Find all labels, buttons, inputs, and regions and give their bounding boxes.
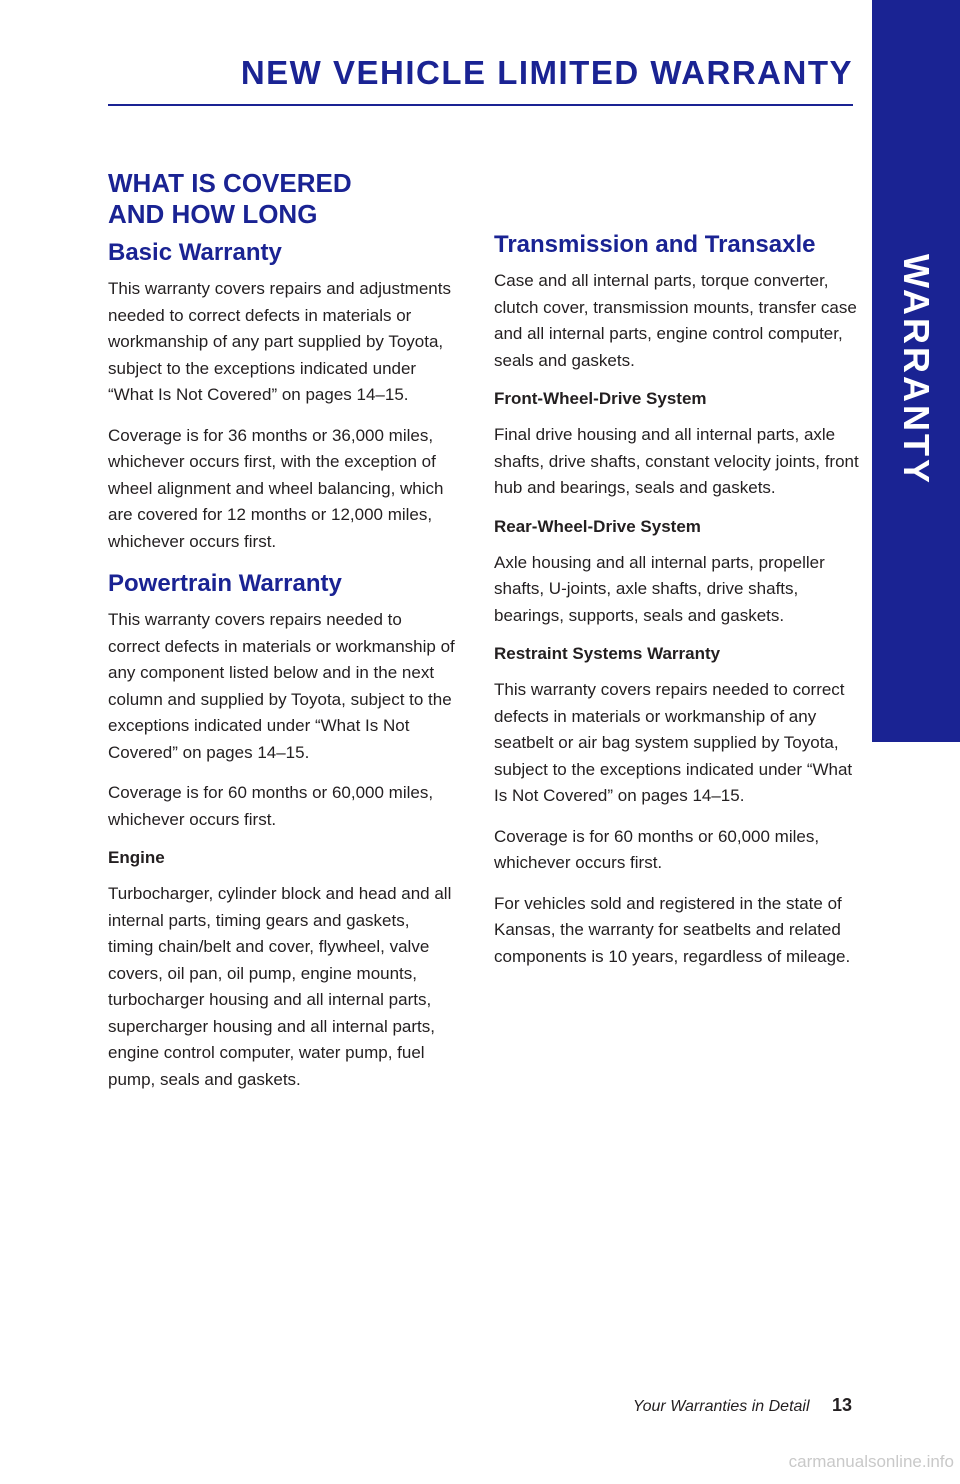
basic-warranty-heading: Basic Warranty: [108, 239, 282, 266]
basic-warranty-paragraph-2: Coverage is for 36 months or 36,000 miles, whichever occurs first, with the exception of wheel alignment and wheel balancing, which are covered for 12 months or 12,000 miles, whichever occurs first.: [108, 425, 444, 551]
rwd-paragraph: Axle housing and all internal parts, propeller shafts, U-joints, axle shafts, drive shafts, bearings, supports, seals and gaskets.: [494, 552, 825, 625]
side-section-tab: [872, 0, 960, 742]
powertrain-warranty-paragraph-2: Coverage is for 60 months or 60,000 miles, whichever occurs first.: [108, 783, 434, 829]
powertrain-warranty-paragraph-1: This warranty covers repairs needed to correct defects in materials or workmanship of any component listed below and in the next column and supplied by Toyota, subject to the exceptions indicated under “What Is Not Covered” on pages 14–15.: [108, 610, 455, 762]
page-footer: [633, 1395, 852, 1416]
page-number: 13: [831, 1395, 852, 1415]
fwd-heading: Front-Wheel-Drive System: [494, 389, 707, 408]
right-column: [494, 230, 859, 984]
left-column: [108, 168, 458, 1107]
section-title-line-2: AND HOW LONG: [108, 199, 318, 229]
transmission-heading: Transmission and Transaxle: [494, 231, 816, 258]
watermark: carmanualsonline.info: [788, 1452, 954, 1471]
header-divider: [108, 104, 853, 106]
section-title: [108, 168, 458, 230]
restraint-paragraph-3: For vehicles sold and registered in the state of Kansas, the warranty for seatbelts and related components is 10 years, regardless of mileage.: [494, 893, 851, 966]
restraint-paragraph-1: This warranty covers repairs needed to correct defects in materials or workmanship of any seatbelt or air bag system supplied by Toyota, subject to the exceptions indicated under “What Is Not Covered” on pages 14–15.: [494, 680, 853, 805]
side-tab-label: WARRANTY: [896, 254, 937, 486]
section-title-line-1: WHAT IS COVERED: [108, 168, 352, 198]
page-header-title: NEW VEHICLE LIMITED WARRANTY: [240, 54, 853, 91]
footer-label: Your Warranties in Detail: [632, 1398, 810, 1415]
basic-warranty-paragraph-1: This warranty covers repairs and adjustments needed to correct defects in materials or workmanship of any part supplied by Toyota, subject to the exceptions indicated under “What Is Not Covered” on pages 14–15.: [108, 279, 451, 404]
restraint-paragraph-2: Coverage is for 60 months or 60,000 miles, whichever occurs first.: [494, 826, 820, 872]
fwd-paragraph: Final drive housing and all internal parts, axle shafts, drive shafts, constant velocity joints, front hub and bearings, seals and gaskets.: [494, 425, 859, 497]
transmission-paragraph: Case and all internal parts, torque converter, clutch cover, transmission mounts, transfer case and all internal parts, engine control computer, seals and gaskets.: [494, 271, 857, 370]
powertrain-warranty-heading: Powertrain Warranty: [108, 570, 342, 597]
engine-paragraph: Turbocharger, cylinder block and head and all internal parts, timing gears and gaskets, timing chain/belt and cover, flywheel, valve covers, oil pan, oil pump, engine mounts, turbocharger housing and all internal parts, supercharger housing and all internal parts, engine control computer, water pump, fuel pump, seals and gaskets.: [108, 884, 452, 1089]
engine-heading: Engine: [108, 848, 165, 867]
rwd-heading: Rear-Wheel-Drive System: [494, 516, 701, 536]
restraint-heading: Restraint Systems Warranty: [494, 644, 721, 663]
